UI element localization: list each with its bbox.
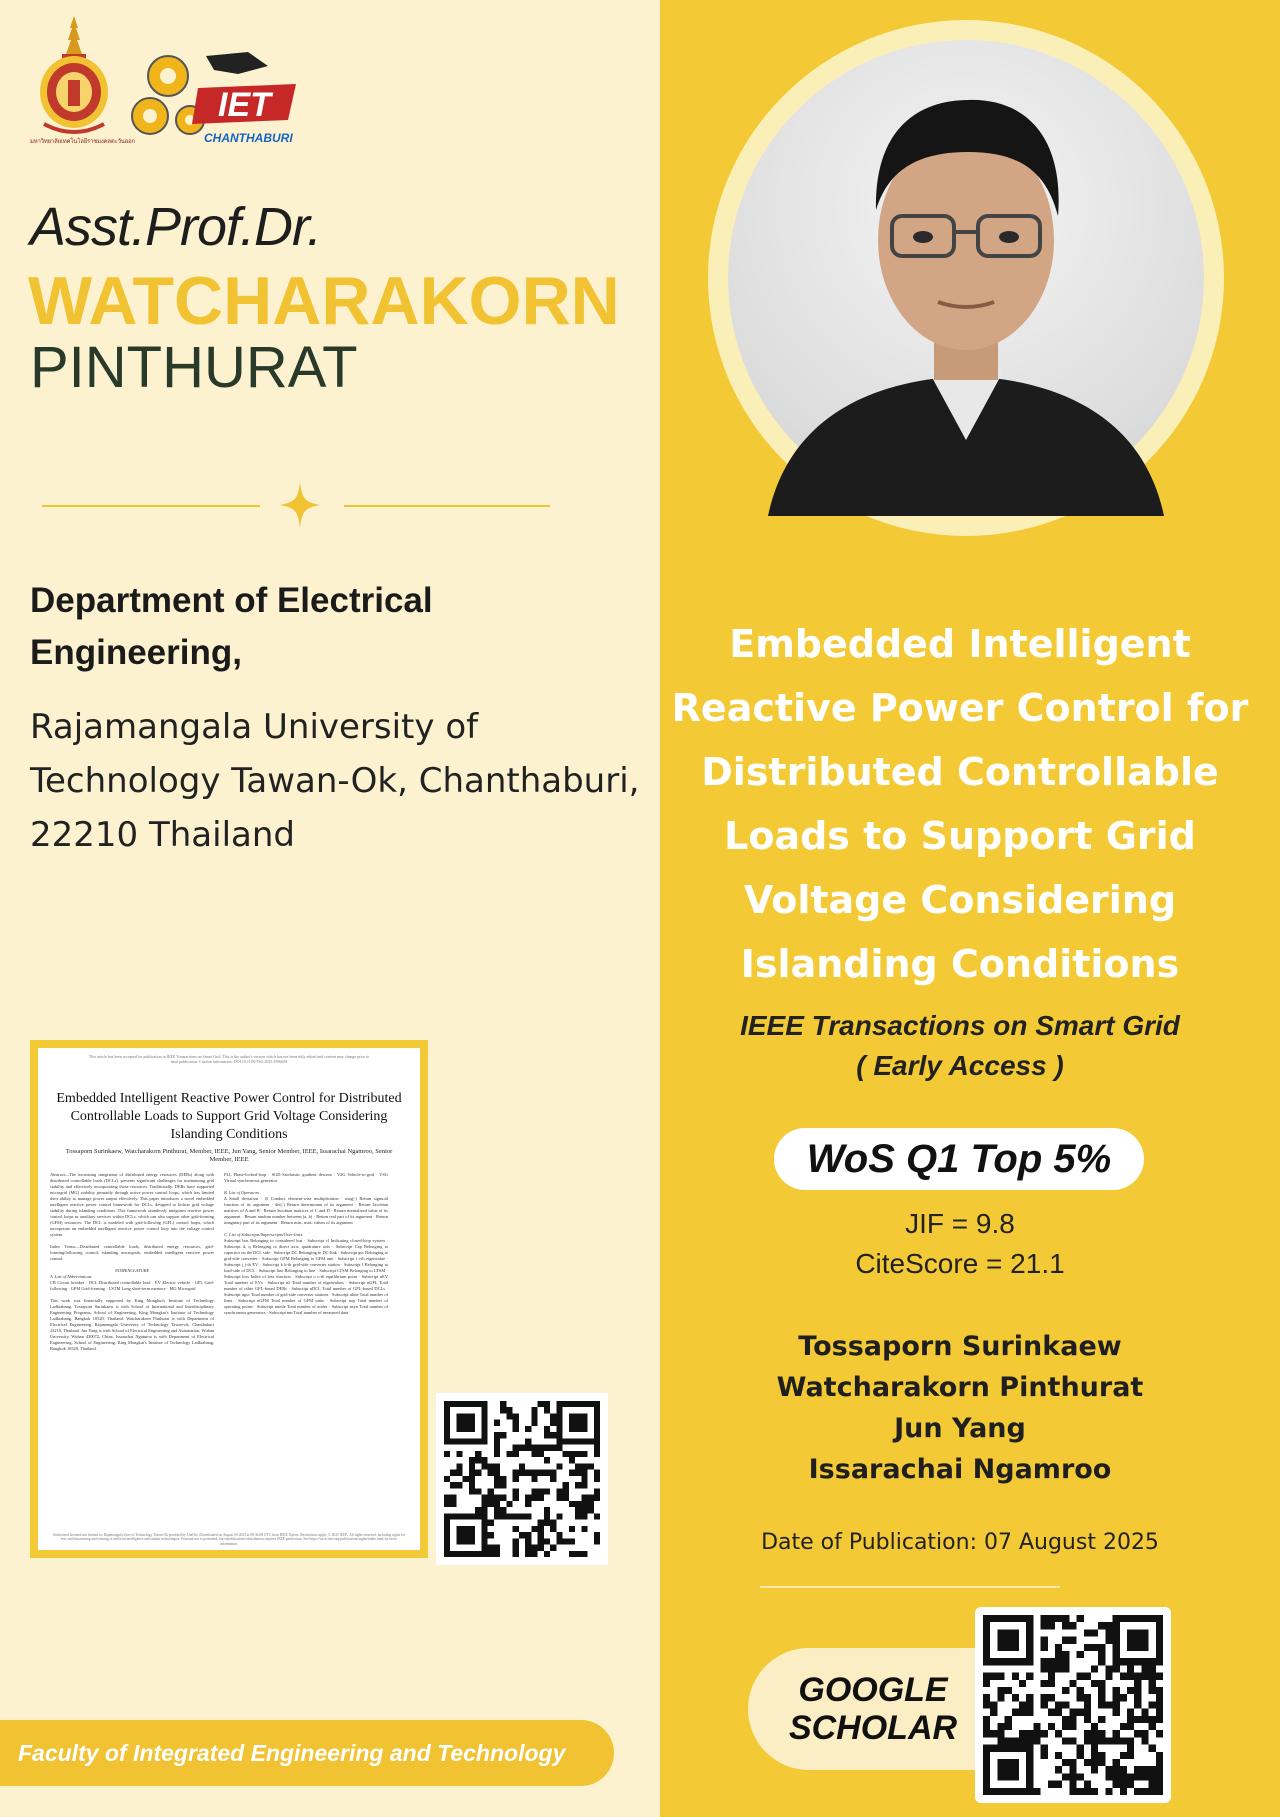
paper-abbrev-heading: A. List of Abbreviations — [50, 1274, 92, 1279]
paper-nomenclature: NOMENCLATURE — [114, 1268, 150, 1273]
ranking-text: WoS Q1 Top 5% — [806, 1136, 1112, 1181]
seal-caption: มหาวิทยาลัยเทคโนโลยีราชมงคลตะวันออก — [30, 138, 135, 145]
paper-title: Embedded Intelligent Reactive Power Control for Distributed Controllable Loads to Support Grid Voltage Considering Islanding Conditions — [671, 622, 1249, 986]
paper-qr-code[interactable] — [436, 1393, 608, 1565]
faculty-banner — [0, 1720, 614, 1786]
author-item: Watcharakorn Pinthurat — [776, 1372, 1144, 1403]
portrait-illustration — [728, 40, 1204, 516]
author-item: Jun Yang — [894, 1413, 1026, 1444]
iet-logo-text: IET — [218, 86, 271, 124]
qr-code-icon — [444, 1401, 600, 1557]
paper-preview-authors: Tossaporn Surinkaew, Watcharakorn Pinthurat, Member, IEEE, Jun Yang, Senior Member, IEEE, Issarachai Ngamroo, Senior Member, IEEE — [65, 1148, 393, 1163]
last-name: PINTHURAT — [30, 335, 358, 400]
paper-footer-note: Authorized licensed use limited to: Rajamangala Univ of Technology Tawan Ok provided by UniNet. Downloaded on August 09,2025 at 08:36:08 UTC from IEEE Xplore. Restrictions apply. © 2025 IEEE. All rights reserved, including rights for text and data mining and training of artificial intelligence and similar technologies. Personal use is permitted, but republication/redistribution requires IEEE permission. See https://www.ieee.org/publications/rights/index.html for more information. — [52, 1532, 406, 1546]
paper-preview[interactable] — [30, 1040, 428, 1558]
paper-subscripts: Subscript bus Belonging to considered bus · Subscript cl Indicating closed-loop system · Subscript d, q Belonging to direct axis, quadrature axis · Subscript Cap Belonging to capacitor on the DCL side · Subscript DC Belonging to DC-link · Subscript gsc Belonging to grid-side converter · Subscript GFM Belonging to GFM unit · Subscript i i-th eigenvalue · Subscript j j-th EV · Subscript k k-th grid-side converter station · Subscript l Belonging to load-side of DCL · Subscript line Belonging to line · Subscript LTSM Belonging to LTSM · Subscript loss Index of loss function · Subscript o o-th equilibrium point · Subscript nEV Total number of EVs · Subscript nλ Total number of eigenvalues · Subscript nGFL Total number of other GFL-based DERs · Subscript nDCL Total number of GFL-based DCLs · Subscript ngsc Total number of grid-side converter stations · Subscript nline Total number of lines · Subscript nGFM Total number of GFM units · Subscript nop Total number of operating points · Subscript nnode Total number of nodes · Subscript nsyn Total number of synchronous generators · Subscript nm Total number of measured data — [224, 1238, 388, 1315]
author-item: Tossaporn Surinkaew — [798, 1331, 1122, 1362]
paper-operators: Δ Small deviation · ⊙ Conduct element-wise multiplication · σsig(·) Return sigmoid function of its argument · det(·) Return determinant of its argument · Return Jacobian matrices of A and B · Return Jacobian matrices of C and D · Return normalized value of its argument · Return random number between (a, b) · Return real part of its argument · Return imaginary part of its argument · Return min., max. values of its argument — [224, 1196, 388, 1225]
divider-line-right — [344, 505, 550, 507]
publication-date: Date of Publication: 07 August 2025 — [761, 1530, 1159, 1555]
first-name: WATCHARAKORN — [28, 263, 620, 339]
publication-status: ( Early Access ) — [856, 1050, 1064, 1081]
paper-index-terms: Index Terms—Distributed controllable loads, distributed energy resources, grid-forming/following control, islanding microgrids, embedded intelligent reactive power control. — [50, 1244, 214, 1261]
paper-abstract: Abstract—The increasing integration of distributed energy resources (DERs) along with distributed controllable loads (DCLs), presents significant challenges for maintaining grid stability and effectively incorporating those resources. Traditionally, DERs have supported microgrid (MG) stability primarily through active power control loops, which has limited their ability to manage power output effectively. This paper introduces a novel embedded intelligent reactive power control framework for DCLs, designed to bolster grid voltage stability during islanding conditions. This framework seamlessly integrates reactive power control loops as auxiliary services within DCLs, which can also support other grid-forming (GFM) resources. The DCL is modeled with grid-following (GFL) control loops, which incorporate an embedded intelligent reactive power control loop into the voltage control system. — [50, 1172, 214, 1237]
jif-metric: JIF = 9.8 — [905, 1208, 1015, 1239]
divider-line-bottom — [760, 1586, 1060, 1588]
affiliation: Rajamangala University of Technology Tawan-Ok, Chanthaburi, 22210 Thailand — [30, 707, 640, 855]
paper-abbrev-continued: PLL Phase-locked-loop · SGD Stochastic gradient descent · V2G Vehicle-to-grid · VSG Virtual synchronous generator — [224, 1172, 388, 1183]
google-scholar-link[interactable] — [748, 1648, 998, 1770]
ranking-badge — [774, 1128, 1144, 1190]
citescore-metric: CiteScore = 21.1 — [855, 1248, 1065, 1279]
academic-title: Asst.Prof.Dr. — [30, 197, 322, 257]
paper-subscripts-heading: C. List of Subscripts/Superscripts/Over-lines — [224, 1232, 303, 1237]
sparkle-star-icon — [280, 482, 320, 528]
author-item: Issarachai Ngamroo — [808, 1454, 1112, 1485]
paper-preview-title: Embedded Intelligent Reactive Power Control for Distributed Controllable Loads to Support Grid Voltage Considering Islanding Conditions — [56, 1091, 402, 1142]
faculty-name: Faculty of Integrated Engineering and Technology — [18, 1739, 566, 1766]
paper-column-left — [50, 1172, 214, 1542]
journal-name: IEEE Transactions on Smart Grid — [740, 1010, 1180, 1041]
paper-operators-heading: B. List of Operators — [224, 1190, 260, 1195]
paper-header-note: This article has been accepted for publication in IEEE Transactions on Smart Grid. This is the author's version which has not been fully edited and content may change prior to final publication. Citation information: DOI 10.1109/TSG.2025.3596658 — [88, 1054, 370, 1064]
iet-gear-logo — [128, 46, 298, 150]
google-scholar-label: GOOGLE SCHOLAR — [788, 1671, 958, 1747]
paper-abbreviations: CB Circuit breaker · DCL Distributed controllable load · EV Electric vehicle · GFL Grid-following · GFM Grid-forming · LSTM Long short-term memory · MG Microgrid — [50, 1280, 214, 1291]
scholar-qr-code[interactable] — [975, 1607, 1171, 1803]
profile-photo — [728, 40, 1204, 516]
qr-code-icon — [983, 1615, 1163, 1795]
paper-funding: This work was financially supported by King Mongkut's Institute of Technology Ladkrabang. Tossaporn Surinkaew is with School of International and Interdisciplinary Engineering Programs, School of Engineering, King Mongkut's Institute of Technology Ladkrabang, Bangkok 10520, Thailand. Watcharakorn Pinthurat is with Department of Electrical Engineering, Rajamangala University of Technology Tawan-ok, Chanthaburi 22210, Thailand. Jun Yang is with School of Electrical Engineering and Automation, Wuhan University, Wuhan 430072, China. Issarachai Ngamroo is with Department of Electrical Engineering, School of Engineering, King Mongkut's Institute of Technology Ladkrabang, Bangkok 10520, Thailand. — [50, 1298, 214, 1351]
paper-column-right — [224, 1172, 388, 1542]
divider-line-left — [42, 505, 260, 507]
iet-logo-sub: CHANTHABURI — [204, 131, 293, 145]
paper-page — [38, 1048, 420, 1550]
department: Department of Electrical Engineering, — [30, 581, 433, 672]
journal-block — [660, 1006, 1260, 1086]
author-list — [660, 1326, 1260, 1490]
university-seal-logo — [36, 14, 112, 144]
